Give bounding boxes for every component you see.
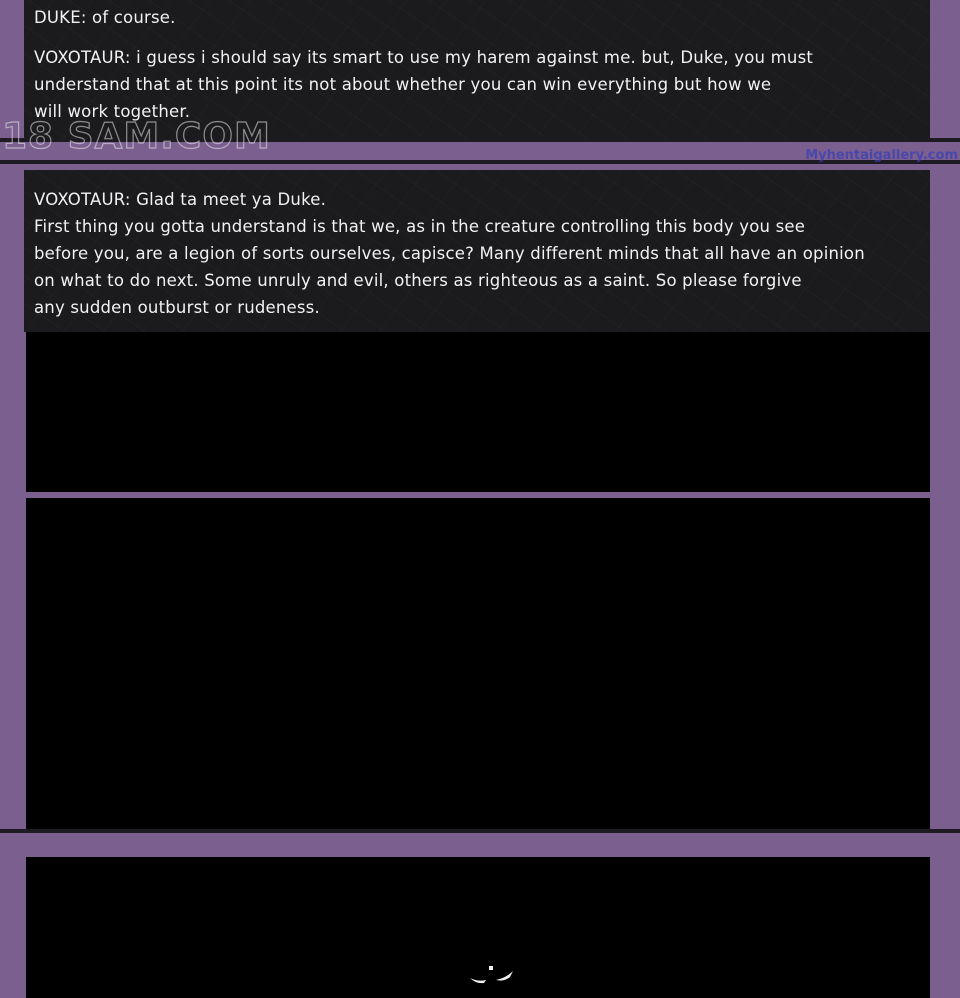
watermark-right: Myhentaigallery.com — [805, 148, 958, 163]
dialogue-line-explanation: First thing you gotta understand is that we, as in the creature controlling this body you see before you, are a legion of sorts ourselves, capisce? Many different minds that all have an opinion on what to do next. Some unruly and evil, others as righteous as a saint. So please forgive any sudden outburst or rudeness. — [34, 217, 865, 317]
dialogue-line-duke: DUKE: of course. — [34, 8, 176, 27]
watermark-left: 18 SAM.COM — [2, 116, 271, 157]
panel-divider — [0, 829, 960, 833]
glowing-eyes-icon — [466, 964, 516, 986]
comic-panel-black-2 — [26, 498, 930, 829]
dialogue-line-voxotaur: VOXOTAUR: i guess i should say its smart to use my harem against me. but, Duke, you must understand that at this point its not about whether you can win everything but how we will work together. — [34, 48, 814, 121]
dialogue-panel-2 — [24, 170, 930, 332]
dialogue-line-greeting: VOXOTAUR: Glad ta meet ya Duke. — [34, 190, 327, 209]
comic-panel-black-1 — [26, 332, 930, 492]
